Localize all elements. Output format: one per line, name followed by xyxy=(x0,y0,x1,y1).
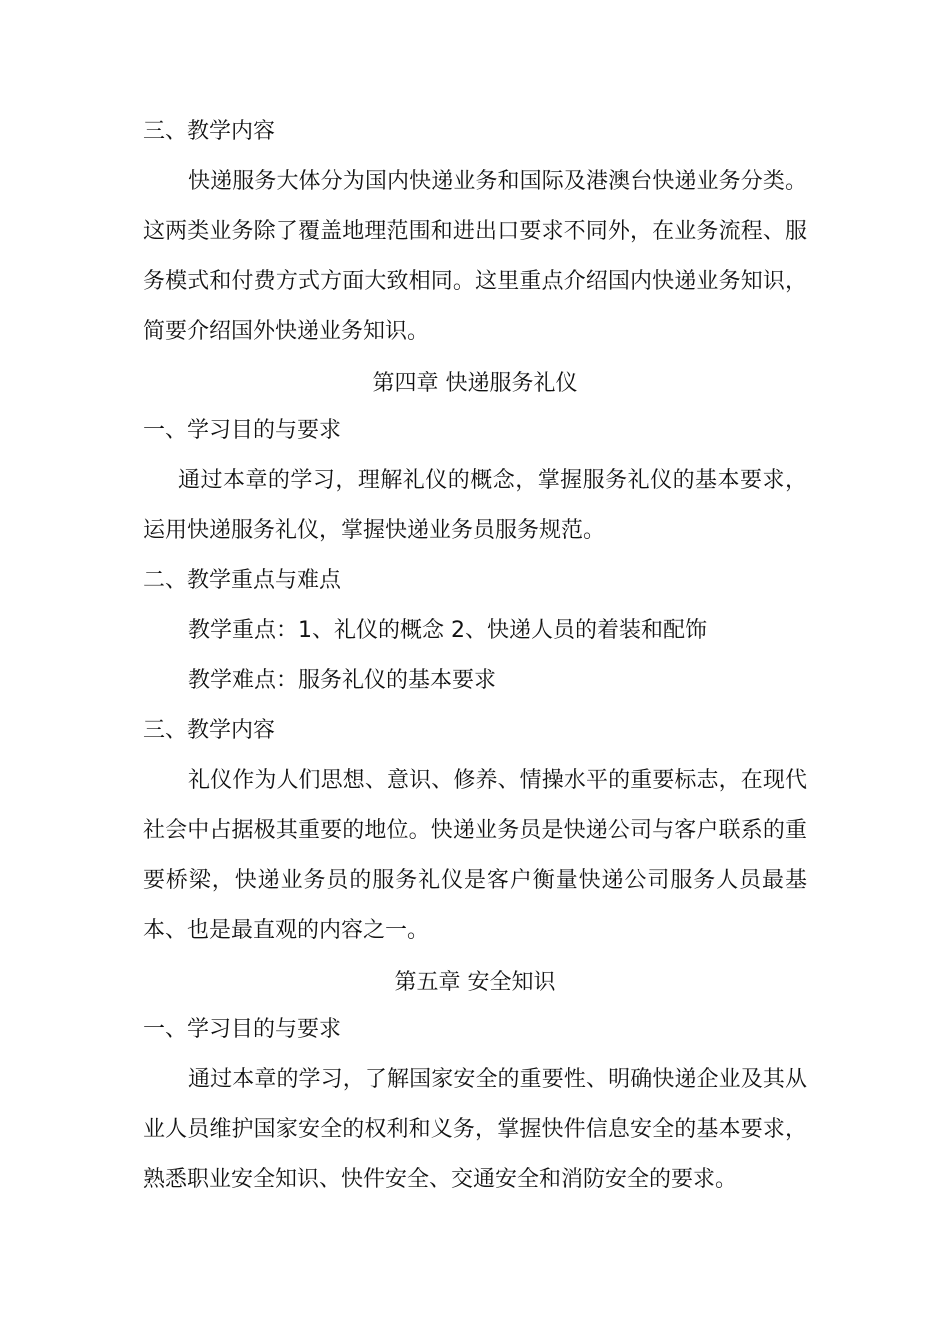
paragraph-line: 要桥梁，快递业务员的服务礼仪是客户衡量快递公司服务人员最基 xyxy=(143,868,807,893)
difficulties-line: 教学难点：服务礼仪的基本要求 xyxy=(188,668,497,693)
paragraph-line: 社会中占据极其重要的地位。快递业务员是快递公司与客户联系的重 xyxy=(143,818,807,843)
paragraph-line: 本、也是最直观的内容之一。 xyxy=(143,918,430,943)
paragraph-line: 礼仪作为人们思想、意识、修养、情操水平的重要标志，在现代 xyxy=(188,768,807,793)
section-heading-teaching-content: 三、教学内容 xyxy=(143,718,276,743)
paragraph-line: 通过本章的学习，了解国家安全的重要性、明确快递企业及其从 xyxy=(188,1067,807,1092)
paragraph-line: 快递服务大体分为国内快递业务和国际及港澳台快递业务分类。 xyxy=(188,169,807,194)
paragraph-line: 运用快递服务礼仪，掌握快递业务员服务规范。 xyxy=(143,518,606,543)
paragraph-line: 简要介绍国外快递业务知识。 xyxy=(143,319,430,344)
paragraph-line: 业人员维护国家安全的权利和义务，掌握快件信息安全的基本要求， xyxy=(143,1117,807,1142)
section-heading-objectives: 一、学习目的与要求 xyxy=(143,1017,342,1042)
section-heading-teaching-content: 三、教学内容 xyxy=(143,119,276,144)
paragraph-line: 熟悉职业安全知识、快件安全、交通安全和消防安全的要求。 xyxy=(143,1167,738,1192)
paragraph-line: 这两类业务除了覆盖地理范围和进出口要求不同外，在业务流程、服 xyxy=(143,219,807,244)
paragraph-line: 务模式和付费方式方面大致相同。这里重点介绍国内快递业务知识， xyxy=(143,269,807,294)
chapter-title: 第四章 快递服务礼仪 xyxy=(372,371,578,396)
chapter-title: 第五章 安全知识 xyxy=(394,970,556,995)
key-points-line: 教学重点：1、礼仪的概念 2、快递人员的着装和配饰 xyxy=(188,618,707,643)
paragraph-line: 通过本章的学习，理解礼仪的概念，掌握服务礼仪的基本要求， xyxy=(178,468,807,493)
section-heading-objectives: 一、学习目的与要求 xyxy=(143,418,342,443)
section-heading-key-points: 二、教学重点与难点 xyxy=(143,568,342,593)
